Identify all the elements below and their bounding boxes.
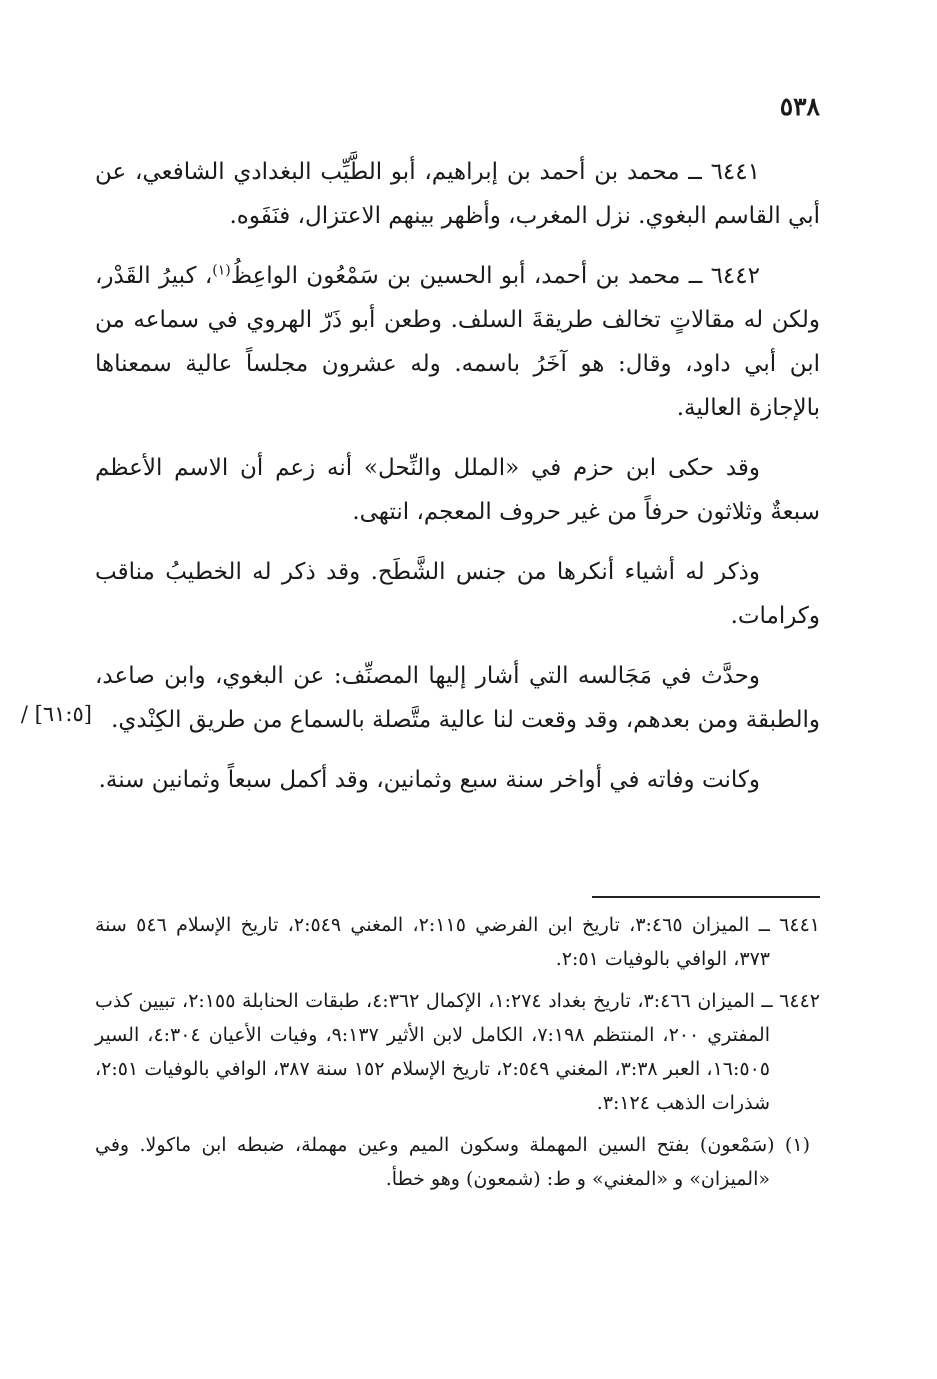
margin-reference: [٦١:٥] / (20, 702, 92, 726)
paragraph-majalis: وحدَّث في مَجَالسه التي أشار إليها المصنِّف: عن البغوي، وابن صاعد، والطبقة ومن بعدهم، وقد وقعت لنا عالية متَّصلة بالسماع من طريق الكِنْدي. (95, 663, 820, 733)
entry-6442-continuation: ، كبيرُ القَدْر، ولكن له مقالاتٍ تخالف طريقةَ السلف. وطعن أبو ذَرّ الهروي في سماعه من ابن أبي داود، وقال: هو آخَرُ باسمه. وله عشرون مجلساً عالية سمعناها بالإجازة العالية. (95, 263, 820, 421)
footnote-6441-sources: ٦٤٤١ ــ الميزان ٣:٤٦٥، تاريخ ابن الفرضي ٢:١١٥، المغني ٢:٥٤٩، تاريخ الإسلام ٥٤٦ سنة ٣٧٣، الوافي بالوفيات ٢:٥١. (95, 914, 820, 970)
paragraph-death: وكانت وفاته في أواخر سنة سبع وثمانين، وقد أكمل سبعاً وثمانين سنة. (98, 767, 760, 793)
footnotes (95, 908, 820, 1204)
paragraph-ibn-hazm: وقد حكى ابن حزم في «الملل والنِّحل» أنه زعم أن الاسم الأعظم سبعةٌ وثلاثون حرفاً من غير حروف المعجم، انتهى. (95, 455, 820, 525)
paragraph-shatah: وذكر له أشياء أنكرها من جنس الشَّطَح. وقد ذكر له الخطيبُ مناقب وكرامات. (95, 559, 820, 629)
page-number: ٥٣٨ (779, 92, 820, 121)
paragraph-majalis-wrapper (20, 654, 820, 742)
footnote-1: (١) (سَمْعون) بفتح السين المهملة وسكون الميم وعين مهملة، ضبطه ابن ماكولا. وفي «الميزان» و «المغني» و ط: (شمعون) وهو خطأ. (95, 1134, 810, 1190)
entry-6442 (95, 254, 820, 430)
main-text (20, 150, 820, 818)
footnote-separator (592, 896, 820, 898)
footnote-6442-sources: ٦٤٤٢ ــ الميزان ٣:٤٦٦، تاريخ بغداد ١:٢٧٤، الإكمال ٤:٣٦٢، طبقات الحنابلة ٢:١٥٥، تبيين كذب المفتري ٢٠٠، المنتظم ٧:١٩٨، الكامل لابن الأثير ٩:١٣٧، وفيات الأعيان ٤:٣٠٤، السير ١٦:٥٠٥، العبر ٣:٣٨، المغني ٢:٥٤٩، تاريخ الإسلام ١٥٢ سنة ٣٨٧، الوافي بالوفيات ٢:٥١، شذرات الذهب ٣:١٢٤. (95, 990, 820, 1114)
entry-6441: ٦٤٤١ ــ محمد بن أحمد بن إبراهيم، أبو الطَّيِّب البغدادي الشافعي، عن أبي القاسم البغوي. نزل المغرب، وأظهر بينهم الاعتزال، فنَفَوه. (95, 159, 820, 229)
footnote-marker: (١) (212, 262, 231, 279)
entry-6442-opening: ٦٤٤٢ ــ محمد بن أحمد، أبو الحسين بن سَمْعُون الواعِظُ (230, 263, 760, 289)
book-page (20, 0, 820, 1379)
